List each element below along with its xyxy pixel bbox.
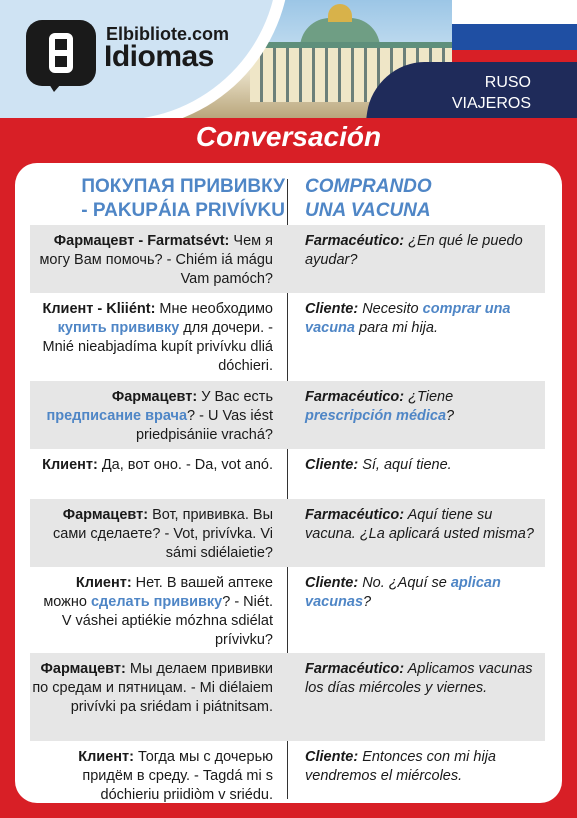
tag-language: RUSO <box>484 74 531 91</box>
spanish-line: Farmacéutico: Aquí tiene su vacuna. ¿La aplicará usted misma? <box>305 507 534 542</box>
russian-line: Клиент: Тогда мы с дочерью придём в среду. - Tagdá mi s dóchieriu priidiòm v sriédu. <box>78 749 273 803</box>
russian-line: Фармацевт: У Вас есть предписание врача? - U Vas iést priedpisániie vrachá? <box>46 389 273 443</box>
russian-line: Клиент: Да, вот оно. - Da, vot anó. <box>42 457 273 473</box>
russian-column-heading: ПОКУПАЯ ПРИВИВКУ - PAKUPÁIA PRIVÍVKU <box>81 176 285 221</box>
tag-audience: VIAJEROS <box>451 95 531 112</box>
dialogue-rows <box>30 225 545 803</box>
dialogue-row <box>30 381 545 449</box>
logo-site: Elbibliote.com <box>106 24 230 44</box>
spanish-column-heading: COMPRANDO UNA VACUNA <box>305 176 432 221</box>
spanish-line: Farmacéutico: ¿En qué le puedo ayudar? <box>305 233 523 268</box>
dialogue-row <box>30 741 545 803</box>
spanish-line: Cliente: Sí, aquí tiene. <box>305 457 452 473</box>
dialogue-row <box>30 293 545 381</box>
dialogue-row <box>30 449 545 499</box>
spanish-line: Cliente: No. ¿Aquí se aplican vacunas? <box>305 575 501 610</box>
russian-line: Клиент - Kliiént: Мне необходимо купить прививку для дочери. - Mnié nieabjadíma kupít privívku dliá dóchieri. <box>42 301 273 374</box>
category-tag <box>452 72 531 114</box>
russian-line: Фармацевт - Farmatsévt: Чем я могу Вам помочь? - Chiém iá mágu Vam pamóch? <box>39 233 273 287</box>
header <box>0 0 577 118</box>
dialogue-row <box>30 567 545 653</box>
russian-line: Фармацевт: Вот, прививка. Вы сами сделаете? - Vot, privívka. Vi sámi sdiélaietie? <box>53 507 273 561</box>
page-title: Conversación <box>195 121 382 152</box>
spanish-line: Farmacéutico: Aplicamos vacunas los días miércoles y viernes. <box>305 661 533 696</box>
spanish-line: Cliente: Entonces con mi hija vendremos el miércoles. <box>305 749 496 784</box>
spanish-line: Cliente: Necesito comprar una vacuna para mi hija. <box>305 301 511 336</box>
conversation-card <box>15 163 562 803</box>
logo-brand: Idiomas <box>104 40 214 73</box>
russian-line: Фармацевт: Мы делаем прививки по средам и пятницам. - Mi diélaiem privívki pa sriédam i piátnitsam. <box>32 661 273 715</box>
logo-icon <box>26 20 96 86</box>
dialogue-row <box>30 499 545 567</box>
russian-line: Клиент: Нет. В вашей аптеке можно сделать прививку? - Niét. V váshei aptiékie mózhna sdiélat prívivku? <box>43 575 273 648</box>
spanish-line: Farmacéutico: ¿Tiene prescripción médica? <box>305 389 455 424</box>
dialogue-row <box>30 225 545 293</box>
dialogue-row <box>30 653 545 741</box>
